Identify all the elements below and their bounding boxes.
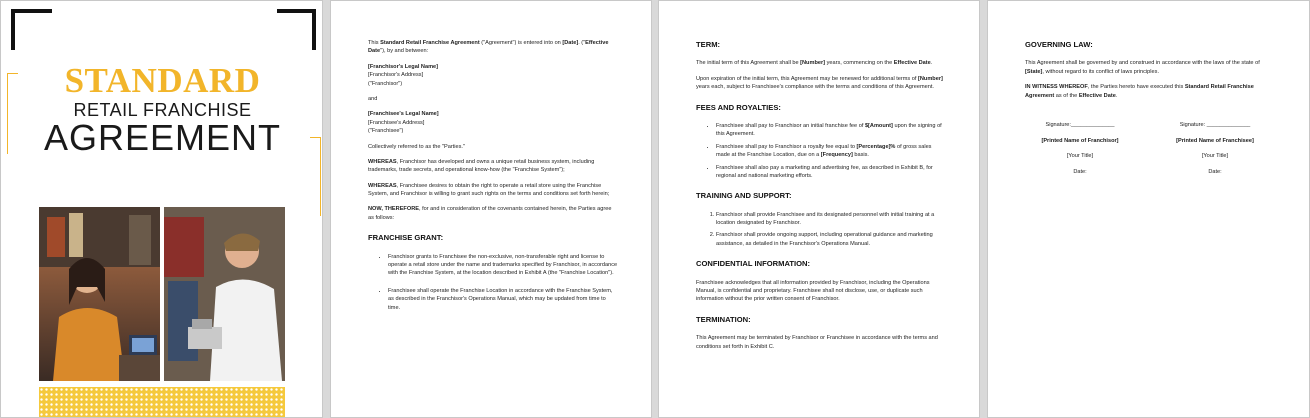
signature-line: Signature:______________ — [1045, 122, 1115, 128]
term-paragraph-1: The initial term of this Agreement shall be [Number] years, commencing on the Effective Date. — [696, 60, 933, 67]
now-therefore: NOW, THEREFORE, for and in consideration of the covenants contained herein, the Parties agree as follows: — [368, 206, 612, 221]
term-paragraph-2: Upon expiration of the initial term, this Agreement may be renewed for additional terms of [Number] years each, subject to Franchisee's compliance with the terms and conditions of this Agreement. — [696, 75, 943, 91]
cover-title-standard: STANDARD — [64, 61, 261, 100]
document-page-2 — [330, 0, 652, 418]
document-page-4 — [987, 0, 1310, 418]
corner-bracket-top-left — [11, 9, 52, 50]
cover-page — [0, 0, 323, 418]
corner-bracket-top-right — [277, 9, 316, 50]
photo-customer-payment — [164, 207, 285, 381]
fees-list — [696, 122, 944, 180]
signature-block-franchisee — [1155, 123, 1275, 185]
date-line: Date: — [1208, 168, 1222, 175]
page3-content — [696, 31, 944, 358]
term-heading: TERM: — [696, 40, 721, 49]
training-heading: TRAINING AND SUPPORT: — [696, 191, 792, 201]
list-item: • Franchisee shall pay to Franchisor a royalty fee equal to [Percentage]% of gross sales made at the Franchise Location, due on a [Frequency] basis. — [716, 143, 944, 160]
list-item: • Franchisee shall operate the Franchise Location in accordance with the Franchise System, as described in the Franchisor's Operations Manual, which may be updated from time to time. — [388, 287, 618, 312]
date-line: Date: — [1073, 168, 1087, 175]
governing-law-heading: GOVERNING LAW: — [1025, 40, 1093, 49]
signature-block-franchisor — [1020, 123, 1140, 185]
cover-title-agreement: AGREEMENT — [43, 117, 282, 158]
termination-paragraph: This Agreement may be terminated by Franchisor or Franchisee in accordance with the terms and conditions set forth in Exhibit C. — [696, 335, 938, 350]
franchise-grant-list — [368, 253, 618, 312]
title-line: [Your Title] — [1201, 153, 1229, 160]
confidential-heading: CONFIDENTIAL INFORMATION: — [696, 259, 811, 269]
printed-name: [Printed Name of Franchisee] — [1176, 137, 1254, 144]
printed-name: [Printed Name of Franchisor] — [1041, 137, 1119, 144]
and-text: and — [368, 95, 378, 102]
witness-paragraph: IN WITNESS WHEREOF, the Parties hereto have executed this Standard Retail Franchise Agreement as of the Effective Date. — [1025, 84, 1254, 99]
list-item: • Franchisee shall also pay a marketing and advertising fee, as described in Exhibit B, for regional and national marketing efforts. — [716, 164, 944, 181]
whereas-2: WHEREAS, Franchisee desires to obtain the right to operate a retail store using the Franchise System, and Franchisor is willing to grant such rights on the terms and conditions set forth herein; — [368, 182, 610, 198]
list-item: • Franchisor grants to Franchisee the non-exclusive, non-transferable right and license to operate a retail store under the name and trademarks specified by Franchisor, in accordance with the Franchise System, at the location described in Exhibit A (the "Franchise Location"). — [388, 253, 618, 278]
list-item: 2. Franchisor shall provide ongoing support, including operational guidance and marketing assistance, as detailed in the Franchisor's Operations Manual. — [716, 231, 944, 248]
page2-content — [368, 39, 618, 318]
dotted-pattern-band — [39, 387, 285, 418]
franchise-grant-heading: FRANCHISE GRANT: — [368, 233, 444, 243]
list-item: 1. Franchisor shall provide Franchisee and its designated personnel with initial training at a location designated by Franchisor. — [716, 211, 944, 228]
signature-line: Signature: ______________ — [1179, 122, 1251, 128]
page4-content — [1025, 31, 1273, 107]
governing-law-paragraph: This Agreement shall be governed by and construed in accordance with the laws of the state of [State], without regard to its conflict of laws principles. — [1025, 60, 1260, 75]
whereas-1: WHEREAS, Franchisor has developed and owns a unique retail business system, including trademarks, trade secrets, and operational know-how (the "Franchise System"); — [368, 158, 595, 174]
collectively-text: Collectively referred to as the "Parties." — [368, 143, 465, 150]
training-list — [696, 211, 944, 249]
termination-heading: TERMINATION: — [696, 314, 751, 324]
fees-heading: FEES AND ROYALTIES: — [696, 102, 781, 112]
title-line: [Your Title] — [1066, 153, 1094, 160]
confidential-paragraph: Franchisee acknowledges that all information provided by Franchisor, including the Operations Manual, is confidential and proprietary. Franchisee shall not disclose, use, or duplicate such information without the prior written consent of Franchisor. — [696, 279, 930, 303]
cover-title-retail-franchise: RETAIL FRANCHISE — [73, 100, 252, 120]
document-page-3 — [658, 0, 980, 418]
list-item: • Franchisee shall pay to Franchisor an initial franchise fee of $[Amount] upon the signing of this Agreement. — [716, 122, 944, 139]
franchisor-block: [Franchisor's Legal Name] [Franchisor's Address] ("Franchisor") — [368, 63, 439, 87]
franchisee-block: [Franchisee's Legal Name] [Franchisee's Address] ("Franchisee") — [368, 111, 439, 135]
intro-paragraph: This Standard Retail Franchise Agreement ("Agreement") is entered into on [Date]. ("Effective Date"), by and between: — [368, 40, 609, 55]
photo-shop-assistant — [39, 207, 160, 381]
